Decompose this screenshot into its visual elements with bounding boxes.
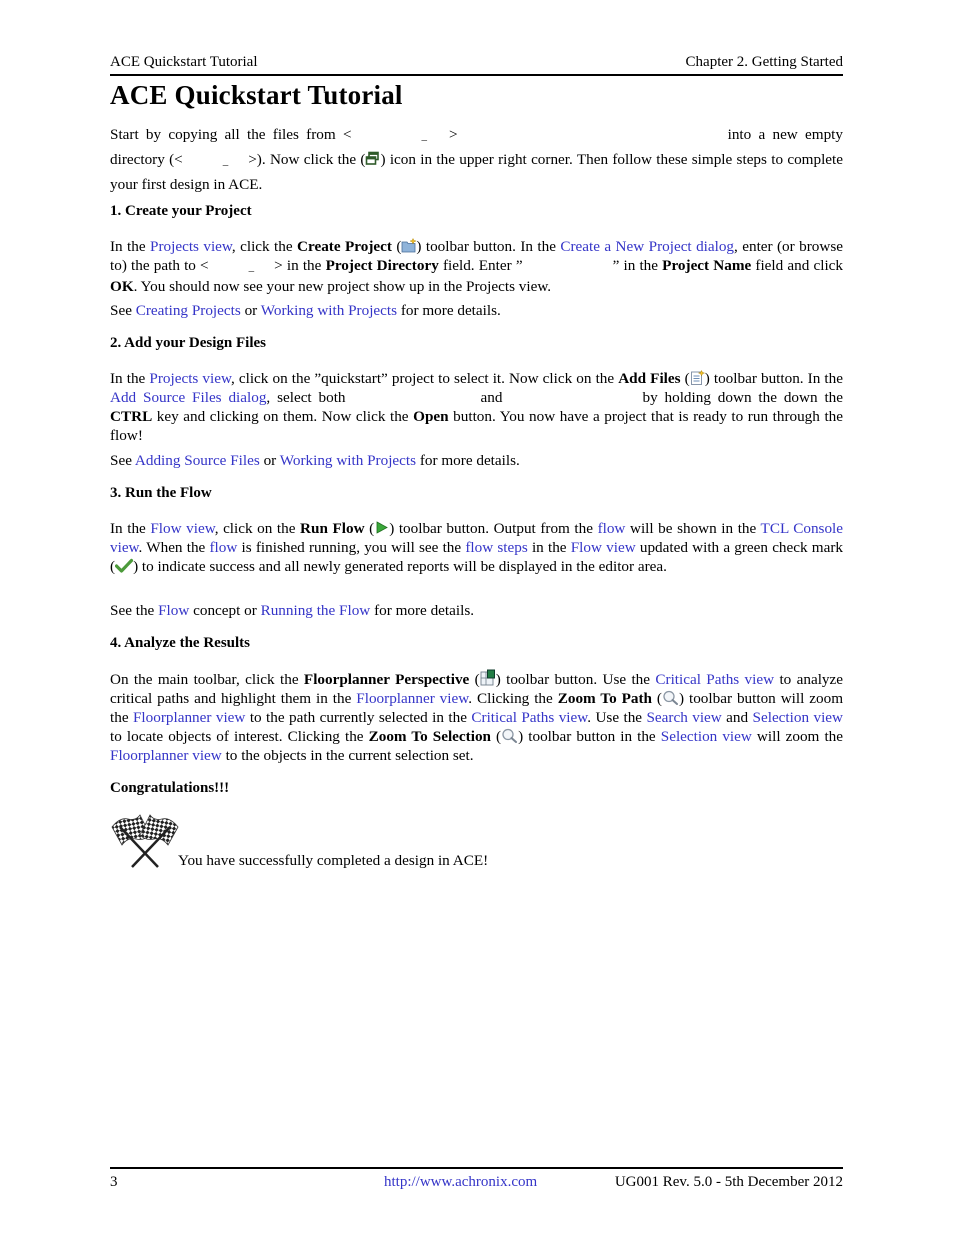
link-critical-paths-view[interactable]: Critical Paths view — [655, 671, 775, 688]
completion-message: You have successfully completed a design in ACE! — [178, 852, 489, 869]
link-creating-projects[interactable]: Creating Projects — [135, 302, 241, 319]
run-flow-icon — [374, 520, 389, 535]
link-floorplanner-view[interactable]: Floorplanner view — [132, 709, 246, 726]
zoom-magnifier-icon — [662, 690, 679, 705]
link-flow-concept[interactable]: Flow — [158, 602, 190, 619]
zoom-magnifier-icon — [501, 728, 518, 743]
link-create-new-project-dialog[interactable]: Create a New Project dialog — [560, 238, 735, 255]
green-check-icon — [115, 558, 133, 573]
header-left: ACE Quickstart Tutorial — [110, 54, 258, 70]
link-add-source-files-dialog[interactable]: Add Source Files dialog — [110, 389, 267, 406]
page-number: 3 — [110, 1174, 118, 1190]
link-flow-steps[interactable]: flow steps — [465, 539, 528, 556]
restore-window-icon — [365, 150, 380, 165]
document-revision: UG001 Rev. 5.0 - 5th December 2012 — [614, 1174, 843, 1190]
congratulations-heading: Congratulations!!! — [110, 780, 230, 796]
link-tcl-console-view[interactable]: TCL Console view — [110, 520, 844, 556]
create-project-see-also: See Creating Projects or Working with Projects for more details. — [110, 302, 501, 319]
add-files-icon — [690, 370, 705, 385]
link-floorplanner-view[interactable]: Floorplanner view — [110, 747, 222, 764]
create-project-paragraph: In the Projects view, click the Create Project ( ) toolbar button. In the Create a New Project dialog, enter (or browse to) the path to < _ > in the Project Directory field. Enter ” ” in the Project Name field and click OK. You should now see your new project show up in the Projects view. — [110, 238, 844, 295]
link-projects-view[interactable]: Projects view — [150, 238, 232, 255]
intro-paragraph: Start by copying all the files from < _ > into a new empty directory (< _ >). Now click the ( ) icon in the upper right corner. Then follow these simple steps to complete your first design in ACE. — [110, 126, 843, 193]
analyze-results-paragraph: On the main toolbar, click the Floorplanner Perspective ( ) toolbar button. Use the Critical Paths view to analyze critical paths and highlight them in the Floorplanner view. Clicking the Zoom To Path ( ) toolbar button will zoom the Floorplanner view to the path currently selected in the Critical Paths view. Use the Search view and Selection view to locate objects of interest. Clicking the Zoom To Selection ( ) toolbar button in the Selection view will zoom the Floorplanner view to the objects in the current selection set. — [110, 671, 844, 764]
create-project-icon — [401, 238, 416, 253]
running-header — [110, 54, 843, 71]
section-heading-run-flow: 3. Run the Flow — [110, 485, 212, 501]
link-search-view[interactable]: Search view — [646, 709, 722, 726]
run-flow-see-also: See the Flow concept or Running the Flow for more details. — [110, 602, 475, 619]
page-title: ACE Quickstart Tutorial — [110, 80, 403, 110]
add-files-paragraph: In the Projects view, click on the ”quickstart” project to select it. Now click on the Add Files ( ) toolbar button. In the Add Source Files dialog, select both and by holding down the down the CTRL key and clicking on them. Now click the Open button. You now have a project that is ready to run through the flow! — [110, 370, 844, 444]
section-heading-add-design-files: 2. Add your Design Files — [110, 335, 266, 351]
link-flow[interactable]: flow — [209, 539, 238, 556]
link-floorplanner-view[interactable]: Floorplanner view — [356, 690, 469, 707]
link-selection-view[interactable]: Selection view — [752, 709, 843, 726]
footer-rule — [110, 1167, 843, 1169]
section-heading-analyze-results: 4. Analyze the Results — [110, 635, 250, 651]
achronix-url-link[interactable]: http://www.achronix.com — [384, 1174, 538, 1190]
add-files-see-also: See Adding Source Files or Working with Projects for more details. — [110, 452, 520, 469]
link-selection-view[interactable]: Selection view — [660, 728, 752, 745]
run-flow-paragraph: In the Flow view, click on the Run Flow ( ) toolbar button. Output from the flow will be shown in the TCL Console view. When the flow is finished running, you will see the flow steps in the Flow view updated with a green check mark ( ) to indicate success and all newly generated reports will be displayed in the editor area. — [110, 520, 844, 575]
header-right: Chapter 2. Getting Started — [685, 54, 843, 70]
header-rule — [110, 74, 843, 76]
link-critical-paths-view[interactable]: Critical Paths view — [471, 709, 588, 726]
link-running-the-flow[interactable]: Running the Flow — [260, 602, 371, 619]
link-flow-view[interactable]: Flow view — [150, 520, 215, 537]
checkered-flags-icon — [110, 813, 180, 869]
link-adding-source-files[interactable]: Adding Source Files — [134, 452, 260, 469]
section-heading-create-project: 1. Create your Project — [110, 203, 252, 219]
floorplanner-perspective-icon — [480, 669, 496, 686]
link-working-with-projects[interactable]: Working with Projects — [260, 302, 398, 319]
link-projects-view[interactable]: Projects view — [149, 370, 231, 387]
link-flow[interactable]: flow — [597, 520, 626, 537]
link-flow-view[interactable]: Flow view — [570, 539, 636, 556]
link-working-with-projects[interactable]: Working with Projects — [279, 452, 417, 469]
